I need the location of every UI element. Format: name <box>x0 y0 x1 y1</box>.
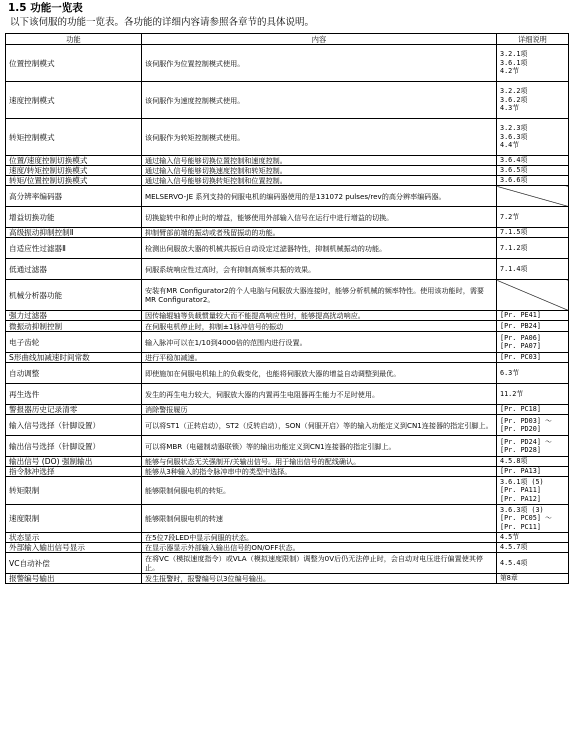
detail-reference-cell <box>497 228 569 238</box>
function-description-cell: 能够限制伺服电机的转矩。 <box>142 477 497 505</box>
function-name-cell: 再生选件 <box>6 384 142 405</box>
detail-reference: 6.3节 <box>500 368 520 377</box>
table-row <box>6 415 569 436</box>
detail-reference-cell <box>497 553 569 574</box>
function-description-cell: 该伺服作为速度控制模式使用。 <box>142 82 497 119</box>
function-name-cell: 状态显示 <box>6 533 142 543</box>
detail-reference-cell <box>497 436 569 457</box>
table-row <box>6 238 569 259</box>
table-row <box>6 533 569 543</box>
detail-reference-cell <box>497 207 569 228</box>
detail-reference: 3.6.4项 <box>500 156 528 165</box>
function-name-cell: 自适应性过滤器Ⅱ <box>6 238 142 259</box>
function-name-cell: 警报器历史记录清零 <box>6 405 142 415</box>
function-description-cell: 发生报警时，报警编号以3位编号输出。 <box>142 574 497 584</box>
detail-reference-cell <box>497 332 569 353</box>
table-row <box>6 543 569 553</box>
function-name-cell: 转矩控制模式 <box>6 119 142 156</box>
function-name-cell: 报警编号输出 <box>6 574 142 584</box>
header-detail: 详细说明 <box>497 34 569 45</box>
table-row <box>6 553 569 574</box>
function-name-cell: 低通过滤器 <box>6 259 142 280</box>
detail-reference-cell <box>497 119 569 156</box>
detail-reference: 4.5.8项 <box>500 457 528 466</box>
detail-reference-cell <box>497 238 569 259</box>
detail-reference-cell <box>497 321 569 332</box>
function-name-cell: VC自动补偿 <box>6 553 142 574</box>
detail-reference: 4.5.4项 <box>500 558 528 567</box>
function-name-cell: 位置控制模式 <box>6 45 142 82</box>
function-name-cell: 速度/转矩控制切换模式 <box>6 166 142 176</box>
function-name-cell: 速度控制模式 <box>6 82 142 119</box>
function-name-cell: 速度限制 <box>6 505 142 533</box>
table-body <box>6 45 569 584</box>
function-description-cell: 通过输入信号能够切换速度控制和转矩控制。 <box>142 166 497 176</box>
detail-reference-cell <box>497 457 569 467</box>
detail-reference: [Pr. PD24] ～ <box>500 437 552 446</box>
detail-reference: [Pr. PA11] <box>500 486 541 495</box>
function-name-cell: 电子齿轮 <box>6 332 142 353</box>
function-description-cell: 安装有MR Configurator2的个人电脑与伺服放大器连接时，能够分析机械的频率特性。使用该功能时，需要MR Configurator2。 <box>142 280 497 311</box>
detail-reference-cell <box>497 505 569 533</box>
function-description-cell: 发生的再生电力较大，伺服放大器的内置再生电阻器再生能力不足时使用。 <box>142 384 497 405</box>
detail-reference: [Pr. PA07] <box>500 342 541 350</box>
function-name-cell: 输出信号选择（针脚设置） <box>6 436 142 457</box>
function-description-cell: 在显示器显示外部输入输出信号的ON/OFF状态。 <box>142 543 497 553</box>
detail-reference: 7.2节 <box>500 212 520 221</box>
function-name-cell: 外部输入输出信号显示 <box>6 543 142 553</box>
table-row <box>6 457 569 467</box>
table-row <box>6 228 569 238</box>
function-description-cell: 输入脉冲可以在1/10到4000倍的范围内进行设置。 <box>142 332 497 353</box>
function-name-cell: 输出信号 (DO) 强制输出 <box>6 457 142 467</box>
function-name-cell: 转矩/位置控制切换模式 <box>6 176 142 186</box>
detail-reference: 3.6.3项 (3) <box>500 505 544 514</box>
detail-reference: 4.3节 <box>500 104 520 113</box>
function-description-cell: 可以将MBR（电磁制动器联锁）等的输出功能定义到CN1连接器的指定引脚上。 <box>142 436 497 457</box>
detail-reference-cell <box>497 176 569 186</box>
function-name-cell: 自动调整 <box>6 363 142 384</box>
table-row <box>6 505 569 533</box>
function-description-cell: 在将VC（模拟速度指令）或VLA（模拟速度限制）调整为0V后仍无法停止时，会自动对电压进行偏置使其停止。 <box>142 553 497 574</box>
table-row <box>6 166 569 176</box>
detail-reference-cell <box>497 156 569 166</box>
function-description-cell: 能够限制伺服电机的转速 <box>142 505 497 533</box>
detail-reference: [Pr. PD03] ～ <box>500 416 552 425</box>
table-row <box>6 119 569 156</box>
detail-reference-cell <box>497 259 569 280</box>
detail-reference: [Pr. PC18] <box>500 405 541 414</box>
detail-reference: 4.4节 <box>500 141 520 150</box>
function-name-cell: S形曲线加减速时间常数 <box>6 353 142 363</box>
detail-reference-cell <box>497 574 569 584</box>
function-description-cell: 伺服系统响应性过高时，会有抑制高频率共振的效果。 <box>142 259 497 280</box>
detail-reference: [Pr. PB24] <box>500 321 541 330</box>
detail-reference: 11.2节 <box>500 389 524 398</box>
detail-reference-cell <box>497 82 569 119</box>
detail-reference-cell <box>497 384 569 405</box>
table-row <box>6 259 569 280</box>
function-name-cell: 转矩限制 <box>6 477 142 505</box>
detail-reference-cell <box>497 353 569 363</box>
table-row <box>6 363 569 384</box>
function-description-cell: 通过输入信号能够切换转矩控制和位置控制。 <box>142 176 497 186</box>
detail-reference: [Pr. PC05] ～ <box>500 514 552 523</box>
detail-reference: 3.6.3项 <box>500 132 528 141</box>
detail-reference: [Pr. PC11] <box>500 522 541 531</box>
function-description-cell: 该伺服作为转矩控制模式使用。 <box>142 119 497 156</box>
function-list-table <box>5 33 569 584</box>
table-row <box>6 280 569 311</box>
section-intro: 以下该伺服的功能一览表。各功能的详细内容请参照各章节的具体说明。 <box>10 17 315 28</box>
detail-reference: 3.6.6项 <box>500 176 528 185</box>
function-name-cell: 位置/速度控制切换模式 <box>6 156 142 166</box>
detail-reference: [Pr. PE41] <box>500 311 541 320</box>
function-description-cell: 进行平稳加减速。 <box>142 353 497 363</box>
detail-reference-cell <box>497 186 569 207</box>
function-description-cell: 在5位7段LED中显示伺服的状态。 <box>142 533 497 543</box>
function-description-cell: 能够从3种输入的指令脉冲串中的类型中选择。 <box>142 467 497 477</box>
function-description-cell: MELSERVO-JE 系列支持的伺服电机的编码器使用的是131072 pulses/rev的高分辨率编码器。 <box>142 186 497 207</box>
detail-reference: [Pr. PA06] <box>500 333 541 342</box>
detail-reference: 7.1.2项 <box>500 243 528 252</box>
table-row <box>6 186 569 207</box>
detail-reference: 4.5节 <box>500 533 520 542</box>
detail-reference-cell <box>497 166 569 176</box>
function-name-cell: 高分辨率编码器 <box>6 186 142 207</box>
detail-reference: 7.1.4项 <box>500 264 528 273</box>
function-description-cell: 在伺服电机停止时，抑制±1脉冲信号的振动 <box>142 321 497 332</box>
function-description-cell: 该伺服作为位置控制模式使用。 <box>142 45 497 82</box>
table-row <box>6 207 569 228</box>
table-row <box>6 574 569 584</box>
detail-reference-cell <box>497 415 569 436</box>
detail-reference-cell <box>497 363 569 384</box>
table-header-row <box>6 34 569 45</box>
detail-reference: 4.2节 <box>500 67 520 76</box>
detail-reference-cell <box>497 405 569 415</box>
function-description-cell: 检测出伺服放大器的机械共振后自动设定过滤器特性，抑制机械振动的功能。 <box>142 238 497 259</box>
table-row <box>6 436 569 457</box>
detail-reference: [Pr. PC03] <box>500 353 541 362</box>
table-row <box>6 156 569 166</box>
function-name-cell: 强力过滤器 <box>6 311 142 321</box>
function-name-cell: 机械分析器功能 <box>6 280 142 311</box>
detail-reference: 3.2.1项 <box>500 50 528 59</box>
detail-reference-cell <box>497 280 569 311</box>
detail-reference-cell <box>497 533 569 543</box>
table-row <box>6 477 569 505</box>
function-description-cell: 切换旋转中和停止时的增益，能够使用外部输入信号在运行中进行增益的切换。 <box>142 207 497 228</box>
header-content: 内容 <box>142 34 497 45</box>
detail-reference: 3.6.2项 <box>500 95 528 104</box>
table-row <box>6 332 569 353</box>
detail-reference: 第8章 <box>500 574 518 583</box>
function-name-cell: 微振动抑制控制 <box>6 321 142 332</box>
detail-reference: 4.5.7项 <box>500 543 528 552</box>
function-description-cell: 能够与伺服状态无关强制开/关输出信号。用于输出信号的配线确认。 <box>142 457 497 467</box>
table-row <box>6 45 569 82</box>
detail-reference-cell <box>497 311 569 321</box>
detail-reference: 3.2.3项 <box>500 124 528 133</box>
table-row <box>6 384 569 405</box>
function-name-cell: 增益切换功能 <box>6 207 142 228</box>
table-row <box>6 353 569 363</box>
detail-reference: 3.2.2项 <box>500 87 528 96</box>
table-row <box>6 321 569 332</box>
table-row <box>6 467 569 477</box>
detail-reference: 3.6.5项 <box>500 166 528 175</box>
detail-reference: [Pr. PD28] <box>500 446 541 454</box>
function-description-cell: 抑制臂部前端的振动或者残留振动的功能。 <box>142 228 497 238</box>
detail-reference-cell <box>497 467 569 477</box>
detail-reference: [Pr. PD20] <box>500 425 541 433</box>
detail-reference: [Pr. PA12] <box>500 494 541 503</box>
detail-reference-cell <box>497 45 569 82</box>
detail-reference-cell <box>497 543 569 553</box>
detail-reference: 7.1.5项 <box>500 228 528 237</box>
table-row <box>6 82 569 119</box>
function-description-cell: 因传输辊轴等负载惯量较大而不能提高响应性时，能够提高扰动响应。 <box>142 311 497 321</box>
detail-reference: 3.6.1项 <box>500 58 528 67</box>
table-row <box>6 405 569 415</box>
detail-reference-cell <box>497 477 569 505</box>
function-description-cell: 消除警报履历 <box>142 405 497 415</box>
function-name-cell: 输入信号选择（针脚设置） <box>6 415 142 436</box>
function-name-cell: 指令脉冲选择 <box>6 467 142 477</box>
function-description-cell: 可以将ST1（正转启动），ST2（反转启动），SON（伺服开启）等的输入功能定义到CN1连接器的指定引脚上。 <box>142 415 497 436</box>
detail-reference: [Pr. PA13] <box>500 467 541 476</box>
header-function: 功能 <box>6 34 142 45</box>
detail-reference: 3.6.1项 (5) <box>500 477 544 486</box>
table-row <box>6 311 569 321</box>
function-description-cell: 通过输入信号能够切换位置控制和速度控制。 <box>142 156 497 166</box>
function-name-cell: 高级振动抑制控制Ⅱ <box>6 228 142 238</box>
table-row <box>6 176 569 186</box>
function-description-cell: 即使施加在伺服电机轴上的负载变化，也能将伺服放大器的增益自动调整到最优。 <box>142 363 497 384</box>
section-title: 1.5 功能一览表 <box>8 2 83 14</box>
